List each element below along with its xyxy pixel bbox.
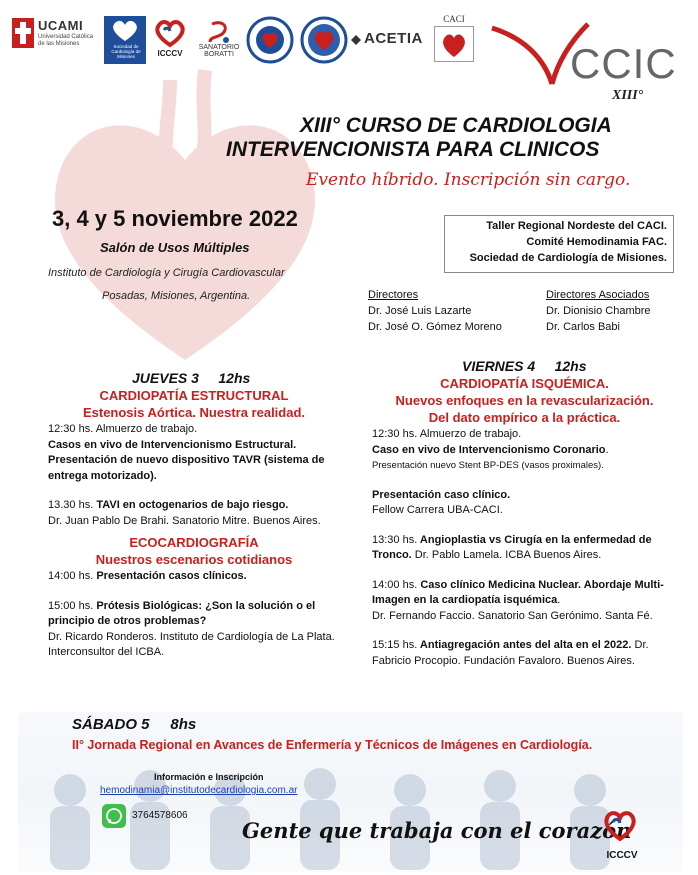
- ccic-edition: XIII°: [612, 88, 644, 103]
- saturday-title: II° Jornada Regional en Avances de Enfermería y Técnicos de Imágenes en Cardiología.: [72, 738, 593, 752]
- program-item: 14:00 hs. Presentación casos clínicos.: [48, 570, 247, 582]
- saturday-heading: SÁBADO 5 8hs: [72, 716, 197, 733]
- echo-section-title: ECOCARDIOGRAFÍA: [129, 535, 259, 550]
- friday-heading: VIERNES 4 12hs: [462, 358, 587, 374]
- ucami-cross-icon: [12, 18, 34, 48]
- program-item: Presentación caso clínico. Fellow Carrera UBA-CACI.: [372, 488, 511, 516]
- director-name: Dr. José O. Gómez Moreno: [368, 321, 502, 333]
- associate-director-name: Dr. Dionisio Chambre: [546, 305, 651, 317]
- acetia-logo-text: ACETIA: [364, 30, 423, 47]
- event-institute: Instituto de Cardiología y Cirugía Cardiovascular: [48, 267, 285, 279]
- icccv-logo-text: ICCCV: [157, 49, 183, 58]
- program-item: 14:00 hs. Caso clínico Medicina Nuclear. Abordaje Multi-Imagen en la cardiopatía isquémica. Dr. Fernando Faccio. Sanatorio San Gerónimo. Santa Fé.: [372, 578, 664, 622]
- contact-phone: 3764578606: [132, 810, 188, 821]
- federation-seal-logo: [300, 16, 348, 64]
- program-item: Caso en vivo de Intervencionismo Coronario. Presentación nuevo Stent BP-DES (vasos proximales).: [372, 443, 609, 471]
- caci-logo-text: CACI: [443, 14, 465, 24]
- course-title-line1: XIII° CURSO DE CARDIOLOGIA: [300, 114, 612, 137]
- friday-program: [372, 358, 677, 669]
- contact-email-link[interactable]: hemodinamia@institutodecardiologia.com.ar: [100, 785, 298, 796]
- sociedad-logo-text: Sociedad de Cardiología de Misiones: [111, 44, 141, 59]
- event-venue: Salón de Usos Múltiples: [100, 240, 250, 255]
- caci-logo: [434, 26, 474, 62]
- program-item: 12:30 hs. Almuerzo de trabajo.: [48, 423, 198, 435]
- ischemic-section-title: CARDIOPATÍA ISQUÉMICA.: [440, 376, 609, 391]
- thursday-heading: JUEVES 3 12hs: [132, 370, 251, 386]
- acetia-mark-icon: [350, 34, 362, 46]
- event-tagline: Evento híbrido. Inscripción sin cargo.: [306, 170, 631, 190]
- organizer-line: Taller Regional Nordeste del CACI.: [486, 220, 667, 232]
- ischemic-section-subtitle: Del dato empírico a la práctica.: [428, 410, 621, 425]
- structural-section-title: CARDIOPATÍA ESTRUCTURAL: [99, 388, 289, 403]
- organizer-line: Sociedad de Cardiología de Misiones.: [469, 252, 667, 264]
- icccv-heart-icon: [152, 18, 188, 48]
- program-item: Casos en vivo de Intervencionismo Estructural. Presentación de nuevo dispositivo TAVR (sistema de entrega motorizado).: [48, 438, 325, 482]
- associate-director-name: Dr. Carlos Babi: [546, 321, 620, 333]
- ucami-logo-title: UCAMI: [38, 18, 84, 33]
- directors-heading: Directores: [368, 289, 419, 301]
- event-dates: 3, 4 y 5 noviembre 2022: [52, 206, 298, 231]
- boratti-logo-text: SANATORIO BORATTI: [198, 44, 240, 58]
- organizers-box: [444, 215, 674, 273]
- icccv-heart-icon: [600, 808, 640, 842]
- whatsapp-icon: [102, 804, 126, 828]
- contact-heading: Información e Inscripción: [154, 772, 264, 782]
- footer-slogan: Gente que trabaja con el corazón: [242, 818, 632, 843]
- society-seal-logo: [246, 16, 294, 64]
- team-photo-background: [30, 760, 670, 870]
- program-item: 15:00 hs. Prótesis Biológicas: ¿Son la solución o el principio de otros problemas? Dr. Ricardo Ronderos. Instituto de Cardiología de La Plata. Interconsultor del ICBA.: [48, 599, 335, 658]
- ucami-logo-subtitle: Universidad Católica de las Misiones: [38, 34, 94, 47]
- program-item: 15:15 hs. Antiagregación antes del alta en el 2022. Dr. Fabricio Procopio. Fundación Favaloro. Buenos Aires.: [372, 639, 649, 667]
- footer-logo-label: ICCCV: [606, 850, 638, 861]
- organizer-line: Comité Hemodinamia FAC.: [526, 236, 667, 248]
- thursday-program: [48, 370, 340, 661]
- event-city: Posadas, Misiones, Argentina.: [102, 290, 251, 302]
- program-item: 12:30 hs. Almuerzo de trabajo.: [372, 428, 522, 440]
- structural-section-subtitle: Estenosis Aórtica. Nuestra realidad.: [82, 405, 306, 420]
- course-title-line2: INTERVENCIONISTA PARA CLINICOS: [226, 138, 600, 161]
- program-item: 13:30 hs. Angioplastia vs Cirugía en la enfermedad de Tronco. Dr. Pablo Lamela. ICBA Buenos Aires.: [372, 533, 652, 561]
- ccic-logo-text: CCIC: [570, 40, 677, 87]
- echo-section-subtitle: Nuestros escenarios cotidianos: [95, 552, 293, 567]
- associate-directors-heading: Directores Asociados: [546, 289, 650, 301]
- ischemic-section-subtitle: Nuevos enfoques en la revascularización.: [395, 393, 654, 408]
- program-item: 13.30 hs. TAVI en octogenarios de bajo riesgo. Dr. Juan Pablo De Brahi. Sanatorio Mitre. Buenos Aires.: [48, 499, 321, 527]
- director-name: Dr. José Luis Lazarte: [368, 305, 472, 317]
